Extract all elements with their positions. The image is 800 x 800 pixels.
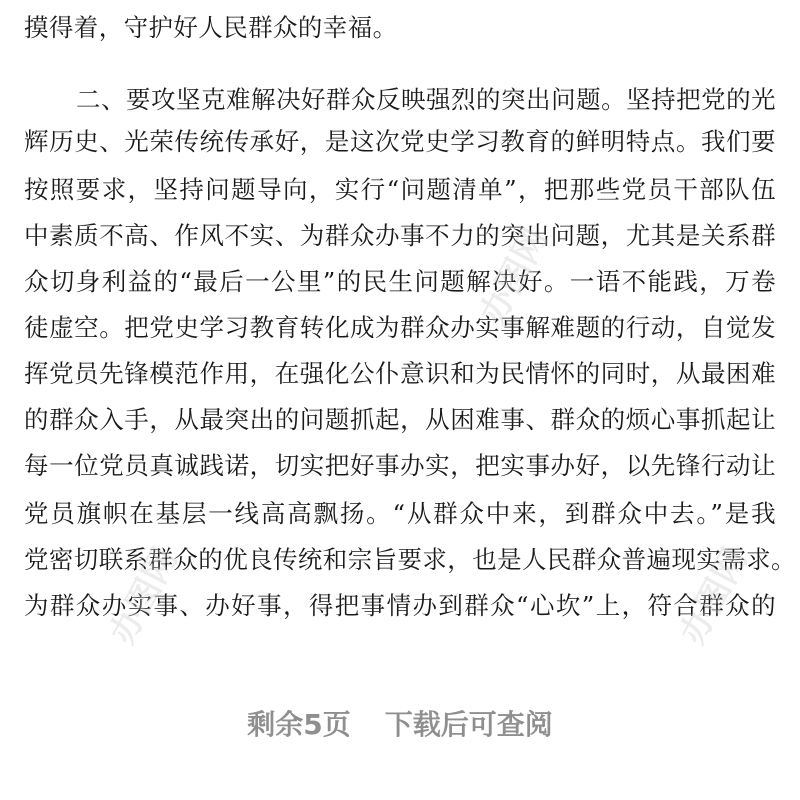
watermark: 办图网 (472, 221, 556, 331)
watermark: 办图网 (672, 541, 756, 651)
text-line: 挥党员先锋模范作用，在强化公仆意识和为民情怀的同时，从最困难 (24, 359, 776, 388)
text-line: 中素质不高、作风不实、为群众办事不力的突出问题，尤其是关系群 (24, 221, 776, 250)
text-line: 党员旗帜在基层一线高高飘扬。“从群众中来，到群众中去。”是我 (24, 499, 776, 528)
text-line: 徒虚空。把党史学习教育转化成为群众办实事解难题的行动，自觉发 (24, 313, 776, 342)
watermark: 办图网 (102, 541, 186, 651)
text-line: 按照要求，坚持问题导向，实行“问题清单”，把那些党员干部队伍 (24, 175, 776, 204)
download-hint-text: 下载后可查阅 (384, 708, 553, 741)
remaining-pages-text: 剩余5页 (247, 708, 351, 741)
paragraph-first-line: 二、要攻坚克难解决好群众反映强烈的突出问题。坚持把党的光 (76, 85, 776, 114)
text-line: 众切身利益的“最后一公里”的民生问题解决好。一语不能践，万卷 (24, 267, 776, 296)
text-line: 党密切联系群众的优良传统和宗旨要求，也是人民群众普遍现实需求。 (24, 545, 796, 574)
text-line: 摸得着，守护好人民群众的幸福。 (24, 13, 398, 42)
text-line: 的群众入手，从最突出的问题抓起，从困难事、群众的烦心事抓起让 (24, 405, 776, 434)
download-prompt[interactable] (0, 690, 800, 760)
text-line: 为群众办实事、办好事，得把事情办到群众“心坎”上，符合群众的 (24, 591, 776, 620)
text-line: 辉历史、光荣传统传承好，是这次党史学习教育的鲜明特点。我们要 (24, 127, 776, 156)
text-line: 每一位党员真诚践诺，切实把好事办实，把实事办好，以先锋行动让 (24, 451, 776, 480)
